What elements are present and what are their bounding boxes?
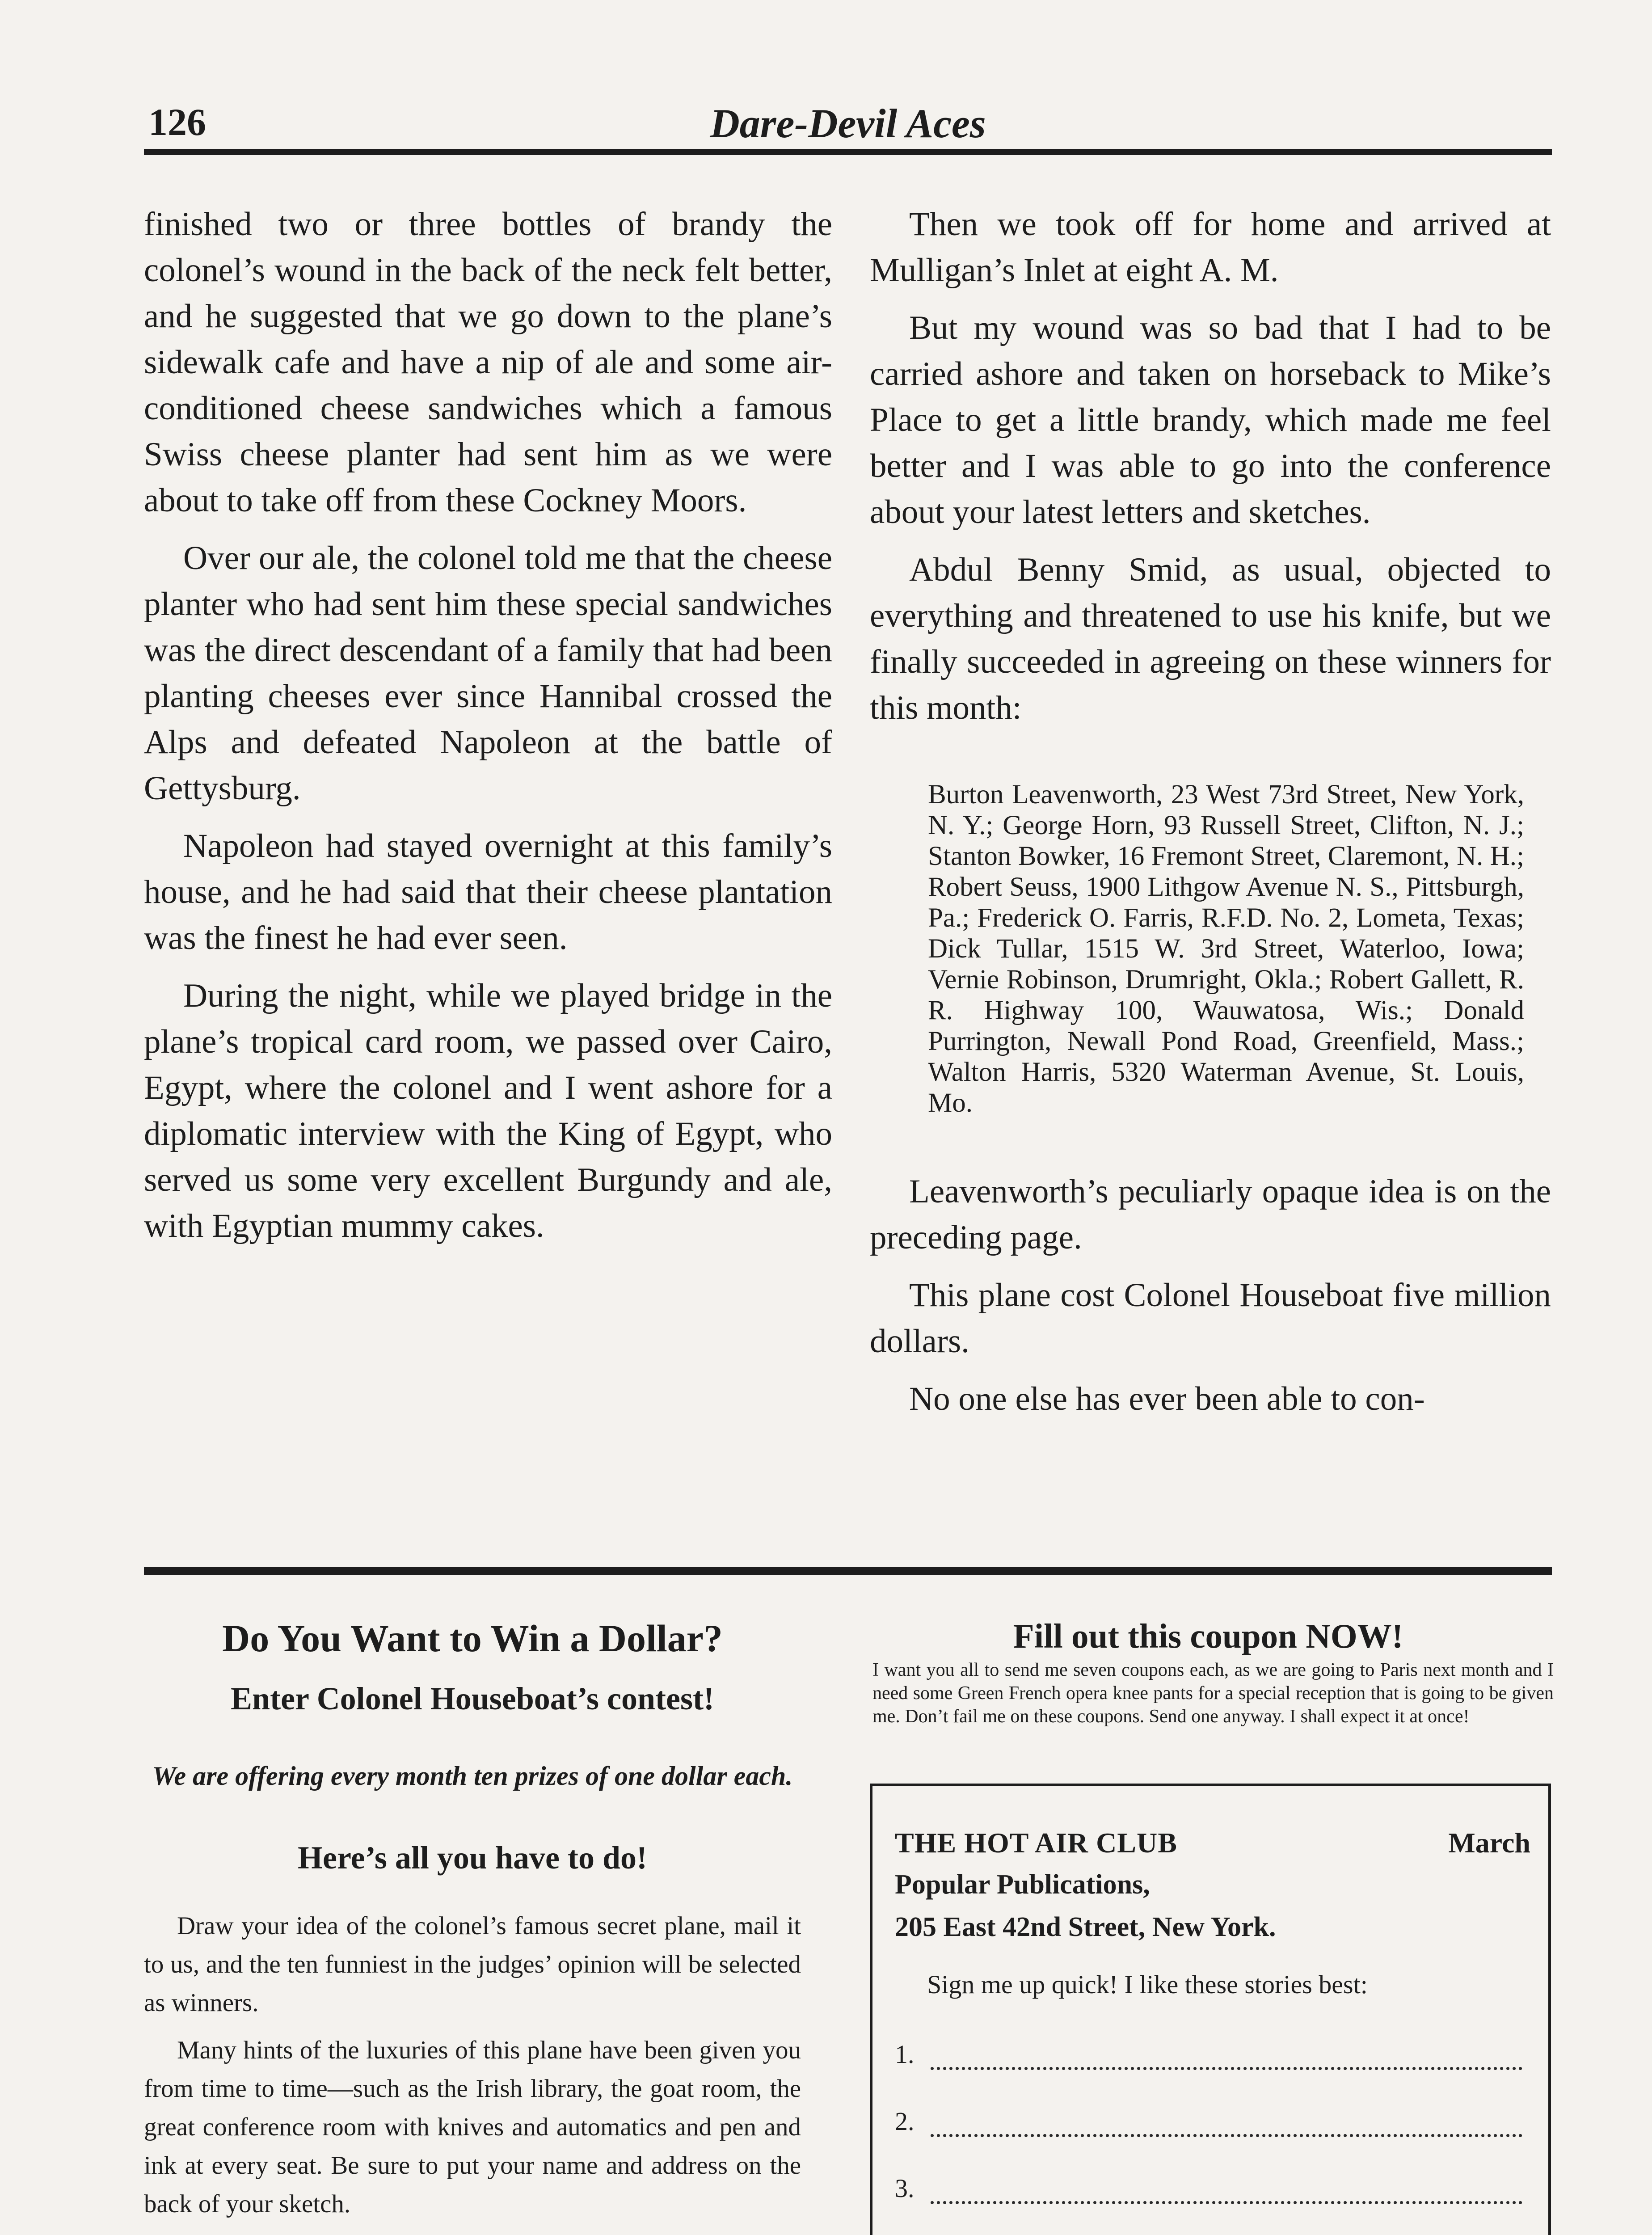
contest-section bbox=[144, 1614, 801, 2232]
paragraph: Then we took off for home and arrived at Mulligan’s Inlet at eight A. M. bbox=[870, 206, 1551, 289]
contest-paragraph: Draw your idea of the colonel’s famous secret plane, mail it to us, and the ten funniest in the judges’ opinion will be selected as winners. bbox=[144, 1912, 801, 2017]
page-header bbox=[144, 92, 1552, 159]
story-field-2[interactable] bbox=[895, 2106, 1522, 2137]
publisher-address: 205 East 42nd Street, New York. bbox=[895, 1912, 1276, 1942]
left-column bbox=[144, 201, 832, 1261]
page-number: 126 bbox=[148, 101, 206, 143]
header-rule bbox=[144, 149, 1552, 155]
coupon-section bbox=[863, 1614, 1554, 2203]
coupon-month: March bbox=[1448, 1827, 1530, 1859]
paragraph: Napoleon had stayed overnight at this family’s house, and he had said that their cheese plantation was the finest he had ever seen. bbox=[144, 827, 832, 957]
contest-howto: Here’s all you have to do! bbox=[298, 1840, 647, 1876]
coupon-fine-print: I want you all to send me seven coupons each, as we are going to Paris next month and I need some Green French opera knee pants for a special reception that is going to be given me. Don’t fail me on these coupons. Send one anyway. I shall expect it at once! bbox=[872, 1660, 1554, 1727]
signup-prompt: Sign me up quick! I like these stories best: bbox=[927, 1970, 1368, 1999]
paragraph: But my wound was so bad that I had to be carried ashore and taken on horseback to Mike’s Place to get a little brandy, which made me feel better and I was able to go into the conference about your latest letters and sketches. bbox=[870, 309, 1551, 531]
publisher-name: Popular Publications, bbox=[895, 1869, 1150, 1900]
paragraph: finished two or three bottles of brandy the colonel’s wound in the back of the neck felt better, and he suggested that we go down to the plane’s sidewalk cafe and have a nip of ale and some air-conditioned cheese sandwiches which a famous Swiss cheese planter had sent him as we were about to take off from these Cockney Moors. bbox=[144, 206, 832, 519]
dotted-line bbox=[931, 2183, 1523, 2204]
contest-title: Do You Want to Win a Dollar? bbox=[222, 1617, 723, 1660]
contest-subtitle: Enter Colonel Houseboat’s contest! bbox=[231, 1681, 714, 1716]
paragraph: No one else has ever been able to con- bbox=[909, 1380, 1425, 1417]
coupon-form bbox=[870, 1784, 1551, 2235]
coupon-heading: Fill out this coupon NOW! bbox=[1013, 1617, 1403, 1655]
field-label: 1. bbox=[895, 2040, 914, 2069]
section-divider bbox=[144, 1567, 1552, 1575]
paragraph: This plane cost Colonel Houseboat five million dollars. bbox=[870, 1277, 1551, 1360]
club-name: THE HOT AIR CLUB bbox=[895, 1827, 1177, 1859]
right-column bbox=[870, 201, 1551, 1434]
dotted-line bbox=[931, 2116, 1523, 2137]
contest-paragraph: Many hints of the luxuries of this plane have been given you from time to time—such as the Irish library, the goat room, the great conference room with knives and automatics and pen and ink at every seat. Be sure to put your name and address on the back of your sketch. bbox=[144, 2036, 801, 2218]
paragraph: Leavenworth’s peculiarly opaque idea is on the preceding page. bbox=[870, 1173, 1551, 1256]
story-field-3[interactable] bbox=[895, 2173, 1522, 2204]
dotted-line bbox=[931, 2049, 1523, 2070]
field-label: 3. bbox=[895, 2174, 914, 2203]
magazine-title: Dare-Devil Aces bbox=[710, 101, 986, 146]
winners-list: Burton Leavenworth, 23 West 73rd Street, New York, N. Y.; George Horn, 93 Russell Street, Clifton, N. J.; Stanton Bowker, 16 Fremont Street, Claremont, N. H.; Robert Seuss, 1900 Lithgow Avenue N. S., Pittsburgh, Pa.; Frederick O. Farris, R.F.D. No. 2, Lometa, Texas; Dick Tullar, 1515 W. 3rd Street, Waterloo, Iowa; Vernie Robinson, Drumright, Okla.; Robert Gallett, R. R. Highway 100, Wauwatosa, Wis.; Donald Purrington, Newall Pond Road, Greenfield, Mass.; Walton Harris, 5320 Waterman Avenue, St. Louis, Mo. bbox=[928, 780, 1524, 1118]
story-field-1[interactable] bbox=[895, 2039, 1522, 2070]
paragraph: Over our ale, the colonel told me that the cheese planter who had sent him these special sandwiches was the direct descendant of a family that had been planting cheeses ever since Hannibal crossed the Alps and defeated Napoleon at the battle of Gettysburg. bbox=[144, 540, 832, 807]
paragraph: During the night, while we played bridge in the plane’s tropical card room, we passed over Cairo, Egypt, where the colonel and I went ashore for a diplomatic interview with the King of Egypt, who served us some very excellent Burgundy and ale, with Egyptian mummy cakes. bbox=[144, 977, 832, 1244]
contest-offer: We are offering every month ten prizes of one dollar each. bbox=[152, 1761, 793, 1791]
paragraph: Abdul Benny Smid, as usual, objected to everything and threatened to use his knife, but we finally succeeded in agreeing on these winners for this month: bbox=[870, 551, 1551, 726]
field-label: 2. bbox=[895, 2107, 914, 2136]
